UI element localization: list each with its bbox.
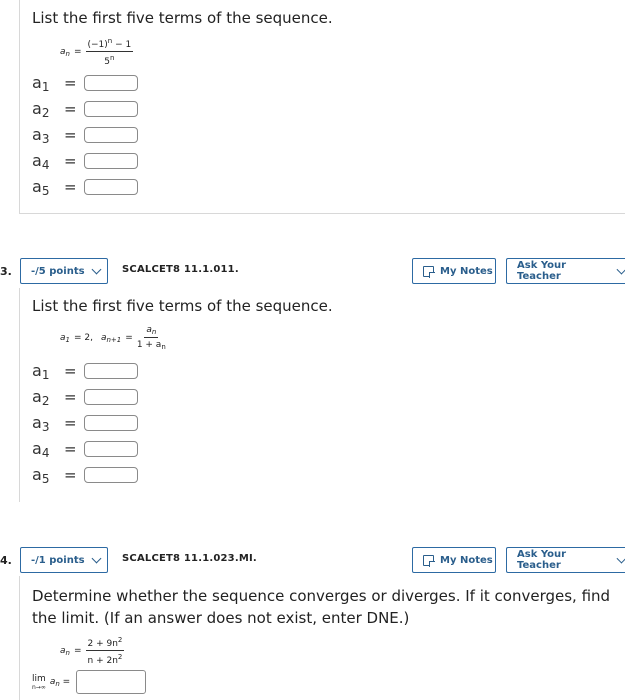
question-3-body xyxy=(19,288,625,502)
sequence-formula: $a_n$ = $\frac{(-1)^n - 1}{5^n}$ xyxy=(60,37,132,67)
question-number: 3. xyxy=(0,265,12,278)
answer-input-a4[interactable] xyxy=(84,441,138,457)
term-row-a2: a2 = xyxy=(32,387,138,407)
question-prompt: List the first five terms of the sequence. xyxy=(32,9,333,27)
question-number: 4. xyxy=(0,554,12,567)
points-dropdown[interactable]: -/1 points xyxy=(20,547,108,573)
term-row-a2: a2 = xyxy=(32,99,138,119)
note-icon xyxy=(423,555,434,566)
term-row-a4: a4 = xyxy=(32,151,138,171)
points-dropdown[interactable]: -/5 points xyxy=(20,258,108,284)
question-3-header xyxy=(0,258,625,286)
my-notes-button[interactable]: My Notes xyxy=(412,547,496,573)
question-prompt: List the first five terms of the sequence. xyxy=(32,297,333,315)
answer-input-a5[interactable] xyxy=(84,467,138,483)
answer-input-a1[interactable] xyxy=(84,363,138,379)
term-row-a1: a1 = xyxy=(32,73,138,93)
ask-teacher-button[interactable]: Ask Your Teacher xyxy=(506,258,625,284)
note-icon xyxy=(423,266,434,277)
chevron-down-icon xyxy=(91,553,101,563)
answer-input-a2[interactable] xyxy=(84,389,138,405)
limit-answer-input[interactable] xyxy=(76,670,146,694)
term-row-a4: a4 = xyxy=(32,439,138,459)
term-row-a3: a3 = xyxy=(32,125,138,145)
answer-input-a3[interactable] xyxy=(84,415,138,431)
term-row-a5: a5 = xyxy=(32,177,138,197)
answer-input-a1[interactable] xyxy=(84,75,138,91)
my-notes-button[interactable]: My Notes xyxy=(412,258,496,284)
answer-input-a5[interactable] xyxy=(84,179,138,195)
question-4-body xyxy=(19,576,625,700)
answer-input-a4[interactable] xyxy=(84,153,138,169)
question-4-header xyxy=(0,547,625,575)
chevron-down-icon xyxy=(617,264,625,274)
question-code: SCALCET8 11.1.023.MI. xyxy=(122,553,257,564)
sequence-formula: $a_n$ = $\frac{2 + 9n^2}{n + 2n^2}$ xyxy=(60,636,123,666)
chevron-down-icon xyxy=(91,264,101,274)
chevron-down-icon xyxy=(617,553,625,563)
question-code: SCALCET8 11.1.011. xyxy=(122,264,239,275)
term-row-a3: a3 = xyxy=(32,413,138,433)
answer-input-a3[interactable] xyxy=(84,127,138,143)
answer-input-a2[interactable] xyxy=(84,101,138,117)
ask-teacher-button[interactable]: Ask Your Teacher xyxy=(506,547,625,573)
question-prompt: Determine whether the sequence converges or diverges. If it converges, find the limit. (If an answer does not exist, enter DNE.) xyxy=(32,587,611,627)
term-row-a1: a1 = xyxy=(32,361,138,381)
sequence-formula: $a_1$ = 2, $a_{n+1}$ = $\frac{a_n}{1 + a_n}$ xyxy=(60,325,166,351)
term-row-a5: a5 = xyxy=(32,465,138,485)
limit-row: lim n→∞ $a_n$ = xyxy=(32,670,146,694)
question-2-body xyxy=(19,0,625,214)
